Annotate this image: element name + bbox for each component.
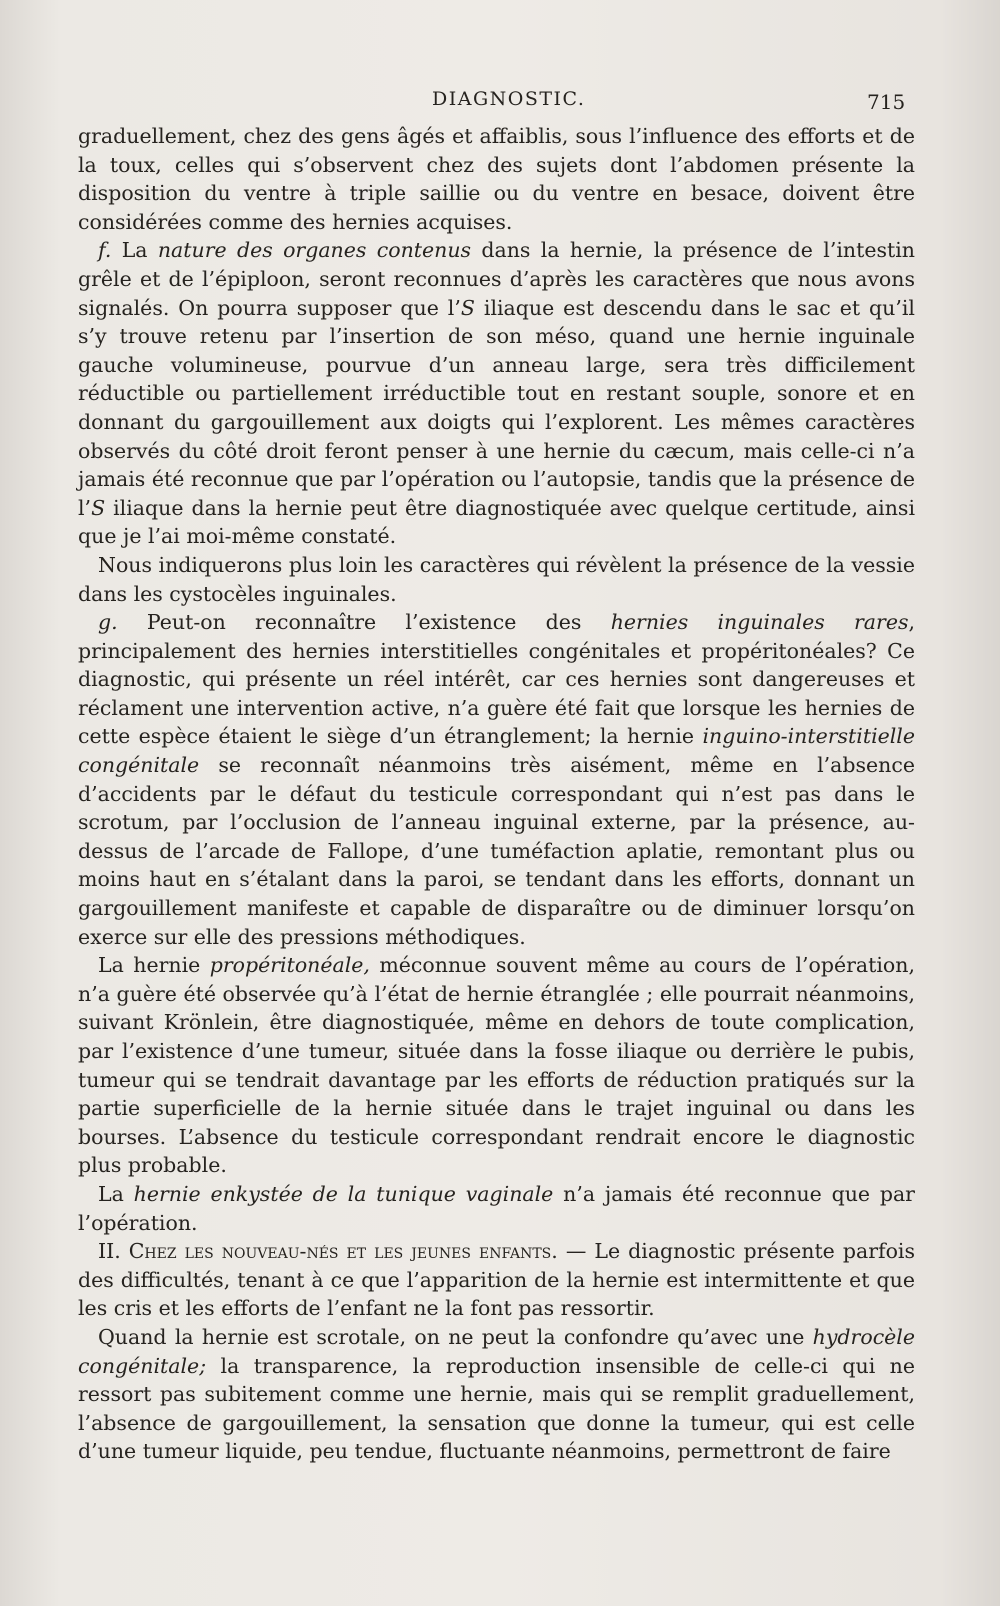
section-numeral: II. [98, 1239, 121, 1264]
paragraph-scrotale [78, 1323, 915, 1466]
paragraph-1: graduellement, chez des gens âgés et affaiblis, sous l’influence des efforts et de la toux, celles qui s’observent chez des sujets dont l’abdomen présente la disposition du ventre à triple saillie ou du ventre en besace, doivent être considérées comme des hernies acquises. [78, 124, 915, 234]
text-run: La [111, 238, 158, 263]
text-run: Peut-on reconnaître l’existence des [117, 610, 611, 635]
emphasis: inguino-interstitielle congénitale [78, 724, 915, 778]
text-run: méconnue souvent même au cours de l’opération, n’a guère été observée qu’à l’état de hernie étranglée ; elle pourrait néanmoins, suivant Krönlein, être diagnostiquée, même en dehors de toute complication, par l’existence d’une tumeur, située dans la fosse iliaque ou derrière le pubis, tumeur qui se tendrait davantage par les efforts de réduction pratiqués sur la partie superficielle de la hernie située dans le trajet inguinal ou dans les bourses. L’absence du testicule correspondant rendrait encore le diagnostic plus probable. [78, 953, 915, 1178]
text-run: — Le diagnostic présente parfois des difficultés, tenant à ce que l’apparition de la hernie est intermittente et que les cris et les efforts de l’enfant ne la font pas ressortir. [78, 1239, 916, 1321]
emphasis: hydrocèle congénitale; [78, 1324, 915, 1378]
paragraph-enkystee [78, 1180, 915, 1237]
emphasis: hernie enkystée de la tunique vaginale [133, 1181, 554, 1206]
section-letter-g: g. [98, 610, 118, 635]
text-run: se reconnaît néanmoins très aisément, même en l’absence d’accidents par le défaut du testicule correspondant qui n’est pas dans le scrotum, par l’occlusion de l’anneau inguinal externe, par la présence, au-dessus de l’arcade de Fallope, d’une tuméfaction aplatie, remontant plus ou moins haut en s’étalant dans la paroi, se tendant dans les efforts, donnant un gargouillement manifeste et capable de disparaître ou de diminuer lorsqu’on exerce sur elle des pressions méthodiques. [78, 753, 915, 949]
emphasis: propéritonéale, [209, 953, 370, 978]
text-run: iliaque dans la hernie peut être diagnostiquée avec quelque certitude, ainsi que je l’ai moi-même constaté. [78, 495, 915, 549]
text-run: La [98, 1181, 134, 1206]
body-text [78, 122, 915, 1466]
text-run: dans la hernie, la présence de l’intestin grêle et de l’épiploon, seront reconnues d’après les caractères que nous avons signalés. On pourra supposer que l’ [78, 238, 915, 320]
emphasis: S [460, 295, 475, 320]
emphasis: nature des organes contenus [157, 238, 472, 263]
emphasis: S [91, 495, 106, 520]
text-run: La hernie [98, 953, 210, 978]
paragraph-f-organes [78, 236, 915, 551]
paragraph-vessie: Nous indiquerons plus loin les caractères qui révèlent la présence de la vessie dans les cystocèles inguinales. [78, 552, 915, 606]
page-number: 715 [867, 90, 906, 114]
paragraph-g-hernies-rares [78, 608, 915, 951]
section-letter-f: f. [98, 238, 112, 263]
emphasis: hernies inguinales rares [610, 610, 909, 635]
running-title: DIAGNOSTIC. [432, 88, 586, 110]
text-run: iliaque est descendu dans le sac et qu’il s’y trouve retenu par l’insertion de son méso, quand une hernie inguinale gauche volumineuse, pourvue d’un anneau large, sera très difficilement réductible ou partiellement irréductible tout en restant souple, sonore et en donnant du gargouillement aux doigts qui l’explorent. Les mêmes caractères observés du côté droit feront penser à une hernie du cæcum, mais celle-ci n’a jamais été reconnue que par l’opération ou l’autopsie, tandis que la présence de l’ [78, 295, 915, 520]
text-run: , principalement des hernies interstitielles congénitales et propéritonéales? Ce diagnostic, qui présente un réel intérêt, car ces hernies sont dangereuses et réclament une intervention active, n’a guère été fait que lorsque les hernies de cette espèce étaient le siège d’un étranglement; la hernie [78, 610, 915, 749]
section-ii [78, 1237, 915, 1323]
paragraph-propperitoneale [78, 951, 915, 1180]
text-run: n’a jamais été reconnue que par l’opération. [78, 1181, 915, 1235]
section-heading: Chez les nouveau-nés et les jeunes enfants. [120, 1239, 558, 1264]
text-run: la transparence, la reproduction insensible de celle-ci qui ne ressort pas subitement comme une hernie, mais qui se remplit graduellement, l’absence de gargouillement, la sensation que donne la tumeur, qui est celle d’une tumeur liquide, peu tendue, fluctuante néanmoins, permettront de faire [78, 1353, 915, 1464]
text-run: Quand la hernie est scrotale, on ne peut la confondre qu’avec une [98, 1324, 813, 1349]
page-header [0, 88, 1000, 118]
